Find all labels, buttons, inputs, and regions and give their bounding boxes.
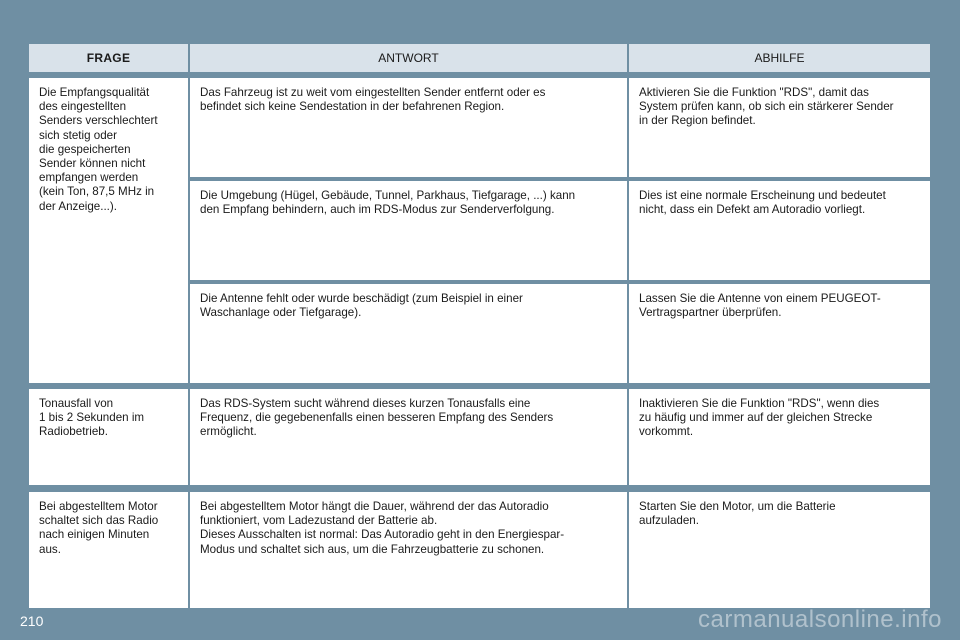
remedy-cell: Dies ist eine normale Erscheinung und bedeutet nicht, dass ein Defekt am Autoradio vorliegt. (629, 181, 930, 280)
remedy-cell: Starten Sie den Motor, um die Batterie aufzuladen. (629, 492, 930, 608)
question-cell: Tonausfall von 1 bis 2 Sekunden im Radiobetrieb. (29, 389, 188, 485)
page-number: 210 (20, 613, 44, 629)
answer-cell: Das Fahrzeug ist zu weit vom eingestellten Sender entfernt oder es befindet sich keine Sendestation in der befahrenen Region. (190, 78, 627, 177)
question-cell: Bei abgestelltem Motor schaltet sich das Radio nach einigen Minuten aus. (29, 492, 188, 608)
question-cell: Die Empfangsqualität des eingestellten Senders verschlechtert sich stetig oder die gespeicherten Sender können nicht empfangen werden (kein Ton, 87,5 MHz in der Anzeige...). (29, 78, 188, 383)
header-remedy: ABHILFE (629, 44, 930, 72)
remedy-cell: Lassen Sie die Antenne von einem PEUGEOT- Vertragspartner überprüfen. (629, 284, 930, 383)
header-answer: ANTWORT (190, 44, 627, 72)
answer-cell: Die Antenne fehlt oder wurde beschädigt (zum Beispiel in einer Waschanlage oder Tiefgarage). (190, 284, 627, 383)
remedy-cell: Inaktivieren Sie die Funktion "RDS", wenn dies zu häufig und immer auf der gleichen Strecke vorkommt. (629, 389, 930, 485)
watermark: carmanualsonline.info (698, 606, 942, 633)
answer-cell: Das RDS-System sucht während dieses kurzen Tonausfalls eine Frequenz, die gegebenenfalls einen besseren Empfang des Senders ermöglicht. (190, 389, 627, 485)
header-question: FRAGE (29, 44, 188, 72)
remedy-cell: Aktivieren Sie die Funktion "RDS", damit das System prüfen kann, ob sich ein stärkerer Sender in der Region befindet. (629, 78, 930, 177)
answer-cell: Bei abgestelltem Motor hängt die Dauer, während der das Autoradio funktioniert, vom Ladezustand der Batterie ab. Dieses Ausschalten ist normal: Das Autoradio geht in den Energiespar- Modus und schaltet sich aus, um die Fahrzeugbatterie zu schonen. (190, 492, 627, 608)
answer-cell: Die Umgebung (Hügel, Gebäude, Tunnel, Parkhaus, Tiefgarage, ...) kann den Empfang behindern, auch im RDS-Modus zur Senderverfolgung. (190, 181, 627, 280)
